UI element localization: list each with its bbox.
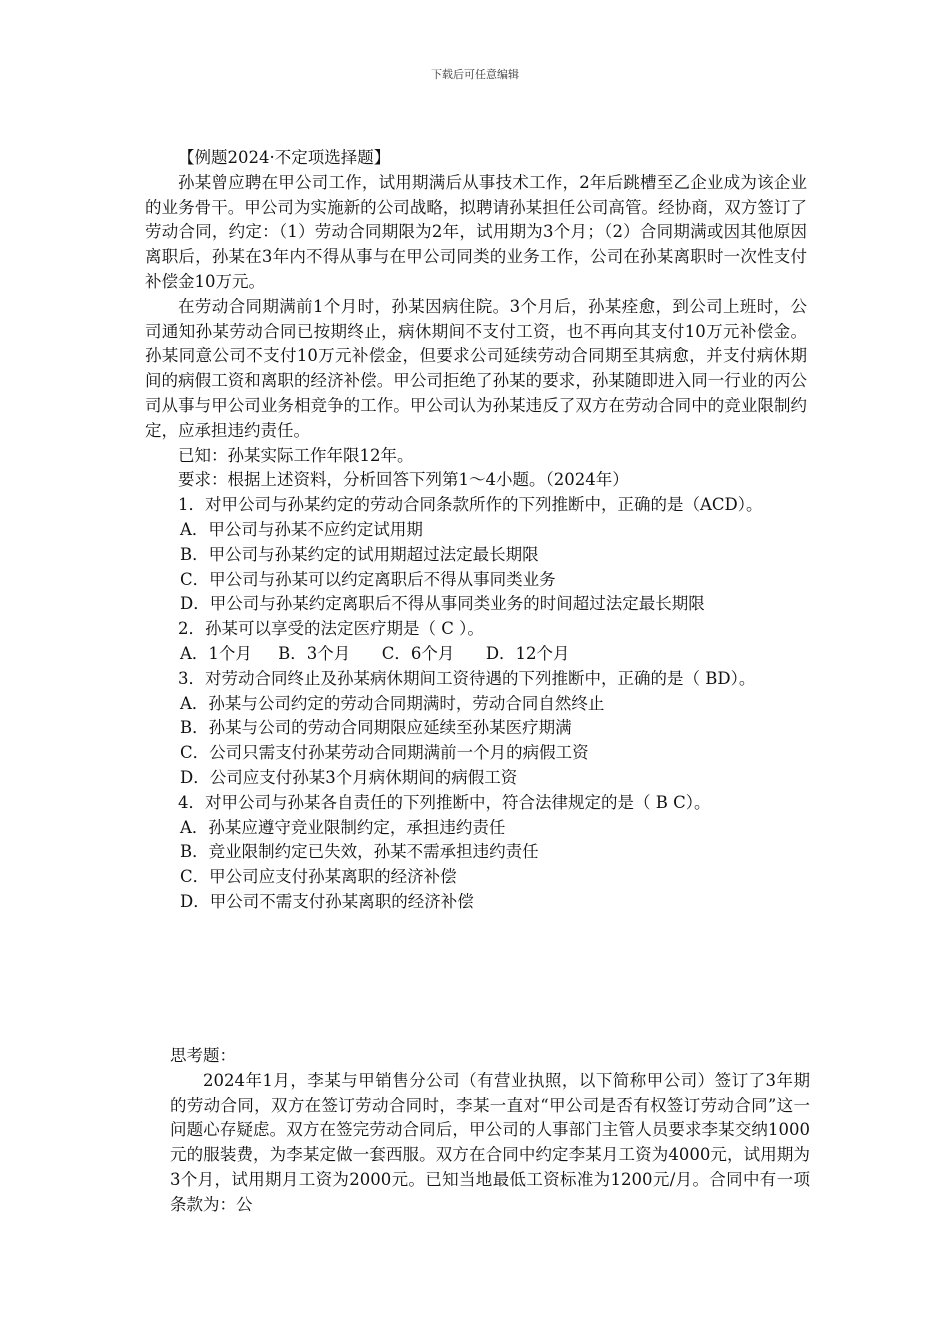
question-1-option-b: B．甲公司与孙某约定的试用期超过法定最长期限 (180, 544, 539, 564)
page-header-note: 下载后可任意编辑 (431, 68, 519, 81)
requirement-line: 要求：根据上述资料，分析回答下列第1～4小题。（2024年） (178, 470, 629, 490)
thinking-section (170, 1044, 810, 1218)
question-1-stem: 1．对甲公司与孙某约定的劳动合同条款所作的下列推断中，正确的是（ACD）。 (178, 495, 763, 515)
question-4-option-b: B．竞业限制约定已失效，孙某不需承担违约责任 (180, 842, 539, 862)
question-2-stem: 2．孙某可以享受的法定医疗期是（ C ）。 (178, 619, 484, 639)
question-1-option-d: D．甲公司与孙某约定离职后不得从事同类业务的时间超过法定最长期限 (180, 594, 705, 614)
question-3-option-b: B．孙某与公司的劳动合同期限应延续至孙某医疗期满 (180, 718, 572, 738)
example-title: 【例题2024·不定项选择题】 (178, 148, 391, 167)
question-1-option-c: C．甲公司与孙某可以约定离职后不得从事同类业务 (180, 569, 556, 589)
question-4-option-a: A．孙某应遵守竞业限制约定，承担违约责任 (180, 817, 506, 837)
question-3-option-c: C．公司只需支付孙某劳动合同期满前一个月的病假工资 (180, 743, 589, 763)
question-4-option-c: C．甲公司应支付孙某离职的经济补偿 (180, 867, 457, 887)
question-1-option-a: A．甲公司与孙某不应约定试用期 (180, 519, 423, 539)
thinking-title: 思考题： (170, 1046, 236, 1065)
question-3-option-d: D．公司应支付孙某3个月病休期间的病假工资 (180, 767, 518, 787)
question-4-stem: 4．对甲公司与孙某各自责任的下列推断中，符合法律规定的是（ B C）。 (178, 792, 711, 812)
case-paragraph-2: 在劳动合同期满前1个月时，孙某因病住院。3个月后，孙某痊愈，到公司上班时，公司通知孙某劳动合同已按期终止，病休期间不支付工资，也不再向其支付10万元补偿金。孙某同意公司不支付10万元补偿金，但要求公司延续劳动合同期至其病愈，并支付病休期间的病假工资和离职的经济补偿。甲公司拒绝了孙某的要求，孙某随即进入同一行业的丙公司从事与甲公司业务相竞争的工作。甲公司认为孙某违反了双方在劳动合同中的竞业限制约定，应承担违约责任。 (145, 296, 807, 440)
question-2-options: A．1个月 B．3个月 C．6个月 D．12个月 (180, 643, 570, 663)
question-4-option-d: D．甲公司不需支付孙某离职的经济补偿 (180, 891, 474, 911)
case-paragraph-1: 孙某曾应聘在甲公司工作，试用期满后从事技术工作，2年后跳槽至乙企业成为该企业的业务骨干。甲公司为实施新的公司战略，拟聘请孙某担任公司高管。经协商，双方签订了劳动合同，约定：（1）劳动合同期限为2年，试用期为3个月；（2）合同期满或因其他原因离职后，孙某在3年内不得从事与在甲公司同类的业务工作，公司在孙某离职时一次性支付补偿金10万元。 (145, 172, 807, 291)
thinking-paragraph: 2024年1月，李某与甲销售分公司（有营业执照，以下简称甲公司）签订了3年期的劳动合同，双方在签订劳动合同时，李某一直对“甲公司是否有权签订劳动合同”这一问题心存疑虑。双方在签完劳动合同后，甲公司的人事部门主管人员要求李某交纳1000元的服装费，为李某定做一套西服。双方在合同中约定李某月工资为4000元，试用期为3个月，试用期月工资为2000元。已知当地最低工资标准为1200元/月。合同中有一项条款为：公 (170, 1070, 810, 1214)
known-line: 已知：孙某实际工作年限12年。 (178, 445, 414, 465)
question-3-option-a: A．孙某与公司约定的劳动合同期满时，劳动合同自然终止 (180, 693, 605, 713)
example-section (145, 146, 807, 915)
question-3-stem: 3．对劳动合同终止及孙某病休期间工资待遇的下列推断中，正确的是（ BD）。 (178, 668, 756, 688)
